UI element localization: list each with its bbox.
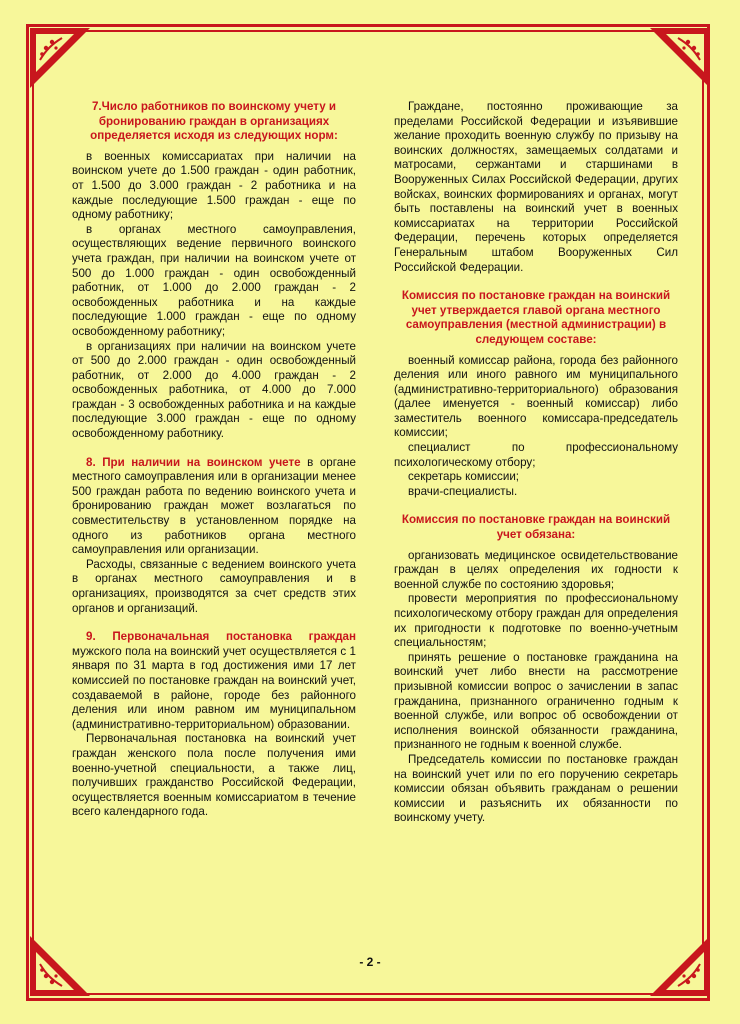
left-column	[72, 100, 356, 820]
list-item: принять решение о постановке гражданина на воинский учет либо внести на рассмотрение призывной комиссии вопрос о зачислении в запас гражданина, признанного ограниченно годным к военной службе, или вопрос об освобождении от исполнения воинской обязанности гражданина, признанного не годным к военной службе.	[394, 650, 678, 752]
commission-composition-heading: Комиссия по постановке граждан на воинский учет утверждается главой органа местного самоуправления (местной администрации) в следующем составе:	[401, 289, 671, 346]
section-9-paragraph: Первоначальная постановка на воинский учет граждан женского пола после получения ими военно-учетной специальности, а также лиц, получивших гражданство Российской Федерации, осуществляется военным комиссариатом в течение всего календарного года.	[72, 732, 356, 819]
section-9-heading: 9. Первоначальная постановка граждан	[86, 630, 356, 644]
list-item: врачи-специалисты.	[408, 484, 518, 498]
corner-ornament-top-left	[28, 26, 92, 90]
list-item: секретарь комиссии;	[408, 470, 520, 484]
corner-ornament-top-right	[648, 26, 712, 90]
section-8-body: в органе местного самоуправления или в организации менее 500 граждан работа по ведению воинского учета и бронированию граждан может возлагаться по совместительству в установленном порядке на одного из работников органа местного самоуправления или организации.	[72, 455, 356, 557]
paragraph: Граждане, постоянно проживающие за пределами Российской Федерации и изъявившие желание проходить военную службу по призыву на воинских должностях, замещаемых солдатами и матросами, сержантами и старшинами в Вооруженных Силах Российской Федерации, других войсках, воинских формированиях и органах, могут быть поставлены на воинский учет в военных комиссариатах на территории Российской Федерации, перечень которых определяется Генеральным штабом Вооруженных Сил Российской Федерации.	[394, 100, 678, 274]
section-7-paragraph: в организациях при наличии на воинском учете от 500 до 2.000 граждан - один освобожденный работник, от 2.000 до 4.000 граждан - 2 освобожденных работника, от 4.000 до 7.000 граждан - 3 освобожденных работника и на каждые последующие 3.000 граждан - еще по одному освобожденному работнику.	[72, 339, 356, 441]
section-7-paragraph: в органах местного самоуправления, осуществляющих ведение первичного воинского учета граждан, при наличии на воинском учете от 500 до 1.000 граждан - один освобожденный работник, от 1.000 до 2.000 граждан - 2 освобожденных работника и на каждые последующие 1.000 граждан - еще по одному освобожденному работнику;	[72, 222, 356, 338]
section-8-heading: 8. При наличии на воинском учете	[86, 455, 301, 469]
section-9-paragraph	[72, 630, 356, 732]
list-item: военный комиссар района, города без районного деления или иного равного им муниципального (административно-территориального) образования (далее именуется - военный комиссар) либо заместитель военного комиссара-председатель комиссии;	[394, 353, 678, 440]
section-9-body: мужского пола на воинский учет осуществляется с 1 января по 31 марта в год достижения ими 17 лет комиссией по постановке граждан на воинский учет, создаваемой в районе, городе без районного деления или ином равном им муниципальном (административно-территориальном) образовании.	[72, 644, 356, 731]
list-item: специалист по профессиональному психологическому отбору;	[394, 441, 678, 469]
right-column	[394, 100, 678, 826]
page-number: - 2 -	[359, 955, 381, 969]
paragraph: Председатель комиссии по постановке граждан на воинский учет или по его поручению секретарь комиссии обязан объявить гражданам о решении комиссии и разъяснить их обязанности по воинскому учету.	[394, 752, 678, 825]
section-7-paragraph: в военных комиссариатах при наличии на воинском учете до 1.500 граждан - один работник, от 1.500 до 3.000 граждан - 2 работника и на каждые последующие 1.500 граждан - еще по одному работнику;	[72, 149, 356, 222]
section-8-paragraph: Расходы, связанные с ведением воинского учета в органах местного самоуправления и в организациях, производятся за счет средств этих органов и организаций.	[72, 557, 356, 615]
list-item: организовать медицинское освидетельствование граждан в целях определения их годности к военной службе по состоянию здоровья;	[394, 548, 678, 591]
commission-duties-heading: Комиссия по постановке граждан на воинский учет обязана:	[401, 513, 671, 542]
section-8-paragraph	[72, 456, 356, 558]
section-7-heading: 7.Число работников по воинскому учету и бронированию граждан в организациях определяется исходя из следующих норм:	[90, 100, 338, 143]
list-item: провести мероприятия по профессиональному психологическому отбору граждан для определения их пригодности к подготовке по военно-учетным специальностям;	[394, 592, 678, 650]
